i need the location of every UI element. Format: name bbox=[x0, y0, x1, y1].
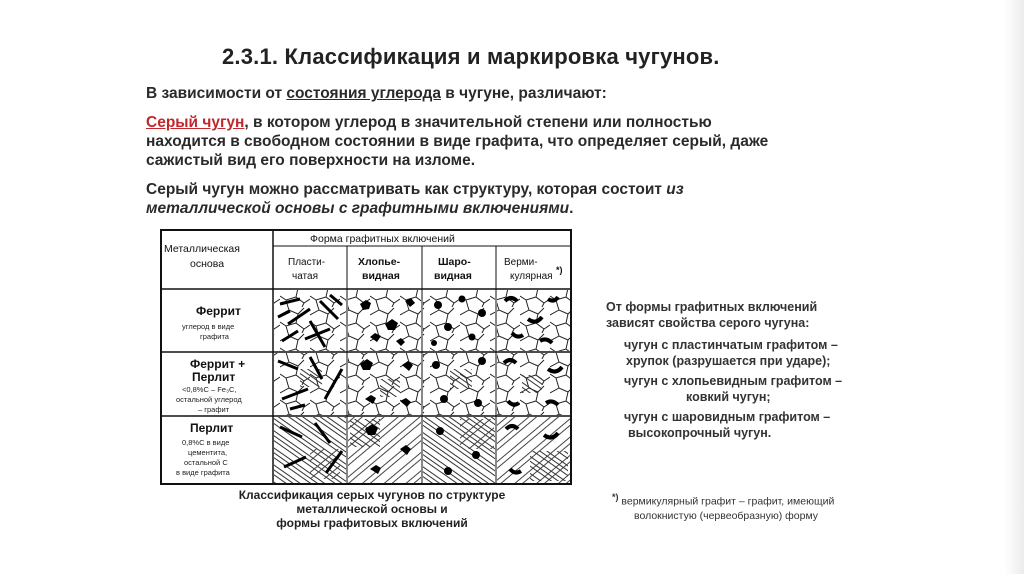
intro-prefix: В зависимости от bbox=[146, 85, 287, 102]
property-item-flake bbox=[624, 373, 842, 405]
properties-intro-1: От формы графитных включений bbox=[606, 300, 818, 314]
col-lamellar-2: чатая bbox=[292, 271, 318, 282]
row-pearlite-desc-1: 0,8%С в виде bbox=[182, 438, 230, 447]
row-fp-label-1: Феррит + bbox=[190, 357, 246, 371]
micro-pearlite-vermicular bbox=[497, 417, 570, 483]
gray-iron-paragraph bbox=[146, 113, 768, 170]
row-pearlite-desc-2: цементита, bbox=[188, 448, 228, 457]
col-vermicular-1: Верми- bbox=[504, 257, 538, 268]
structure-line1: Серый чугун можно рассматривать как структуру, которая состоит bbox=[146, 181, 667, 198]
caption-line-1: Классификация серых чугунов по структуре bbox=[238, 488, 506, 502]
structure-paragraph bbox=[146, 180, 684, 218]
gray-iron-term: Серый чугун bbox=[146, 114, 245, 131]
intro-suffix: в чугуне, различают: bbox=[440, 85, 607, 102]
row-pearlite-label: Перлит bbox=[190, 421, 234, 435]
group-header: Форма графитных включений bbox=[310, 233, 455, 245]
row-ferrite-desc-1: углерод в виде bbox=[182, 322, 235, 331]
row-pearlite-desc-3: остальной С bbox=[184, 458, 228, 467]
col-spheroidal-2: видная bbox=[434, 270, 472, 282]
property-lamellar-1: чугун с пластинчатым графитом – bbox=[624, 338, 838, 352]
micro-ferrite-spheroidal bbox=[423, 290, 495, 351]
footnote-line-2: волокнистую (червеобразную) форму bbox=[634, 509, 819, 522]
micro-ferrite-vermicular bbox=[497, 290, 570, 351]
micro-ferrite-flake bbox=[348, 290, 421, 351]
gray-line1: , в котором углерод в значительной степени или полностью bbox=[244, 114, 712, 131]
property-item-spheroidal bbox=[624, 409, 830, 441]
properties-intro-2: зависят свойства серого чугуна: bbox=[606, 316, 810, 330]
col-vermicular-2: кулярная bbox=[510, 271, 553, 282]
properties-intro bbox=[606, 299, 817, 331]
micro-fp-lamellar bbox=[274, 353, 346, 415]
corner-label-1: Металлическая bbox=[164, 243, 240, 255]
intro-underlined: состояния углерода bbox=[286, 85, 441, 102]
micro-pearlite-flake bbox=[348, 417, 421, 483]
property-lamellar-2: хрупок (разрушается при ударе); bbox=[626, 354, 831, 368]
col-spheroidal-1: Шаро- bbox=[438, 256, 471, 268]
property-flake-2: ковкий чугун; bbox=[686, 390, 771, 404]
structure-line2-italic: металлической основы с графитными включениями bbox=[146, 200, 570, 217]
property-spheroidal-2: высокопрочный чугун. bbox=[628, 426, 772, 440]
footnote-line-1: вермикулярный графит – графит, имеющий bbox=[621, 495, 835, 508]
footnote-mark: *) bbox=[612, 492, 619, 502]
micro-fp-vermicular bbox=[497, 353, 570, 415]
micro-fp-spheroidal bbox=[423, 353, 495, 415]
row-ferrite-label: Феррит bbox=[196, 304, 241, 318]
slide-title: 2.3.1. Классификация и маркировка чугунов. bbox=[222, 44, 720, 69]
micro-ferrite-lamellar bbox=[274, 290, 346, 351]
micro-pearlite-spheroidal bbox=[423, 417, 495, 483]
intro-paragraph bbox=[146, 84, 607, 103]
row-fp-desc-1: <0,8%С – Fe₃C, bbox=[182, 385, 237, 394]
row-fp-label-2: Перлит bbox=[192, 370, 236, 384]
row-fp-desc-3: – графит bbox=[198, 405, 230, 414]
vermicular-asterisk: *) bbox=[556, 265, 563, 275]
micro-fp-flake bbox=[348, 353, 421, 415]
caption-line-3: формы графитовых включений bbox=[276, 516, 468, 530]
structure-line2-end: . bbox=[569, 200, 574, 217]
structure-line1-italic: из bbox=[666, 181, 684, 198]
micro-pearlite-lamellar bbox=[274, 417, 346, 483]
row-fp-desc-2: остальной углерод bbox=[176, 395, 242, 404]
col-lamellar-1: Пласти- bbox=[288, 257, 326, 268]
table-caption bbox=[190, 488, 554, 530]
col-flake-2: видная bbox=[362, 270, 400, 282]
property-item-lamellar bbox=[624, 337, 838, 369]
corner-label-2: основа bbox=[190, 258, 225, 270]
row-ferrite-desc-2: графита bbox=[200, 332, 229, 341]
gray-line3: сажистый вид его поверхности на изломе. bbox=[146, 152, 476, 169]
gray-line2: находится в свободном состоянии в виде графита, что определяет серый, даже bbox=[146, 133, 769, 150]
property-flake-1: чугун с хлопьевидным графитом – bbox=[624, 374, 843, 388]
slide-edge-shadow bbox=[1004, 0, 1024, 574]
footnote bbox=[612, 490, 834, 523]
col-flake-1: Хлопье- bbox=[358, 256, 401, 268]
row-pearlite-desc-4: в виде графита bbox=[176, 468, 230, 477]
property-spheroidal-1: чугун с шаровидным графитом – bbox=[624, 410, 831, 424]
caption-line-2: металлической основы и bbox=[296, 502, 448, 516]
classification-table bbox=[160, 229, 572, 486]
